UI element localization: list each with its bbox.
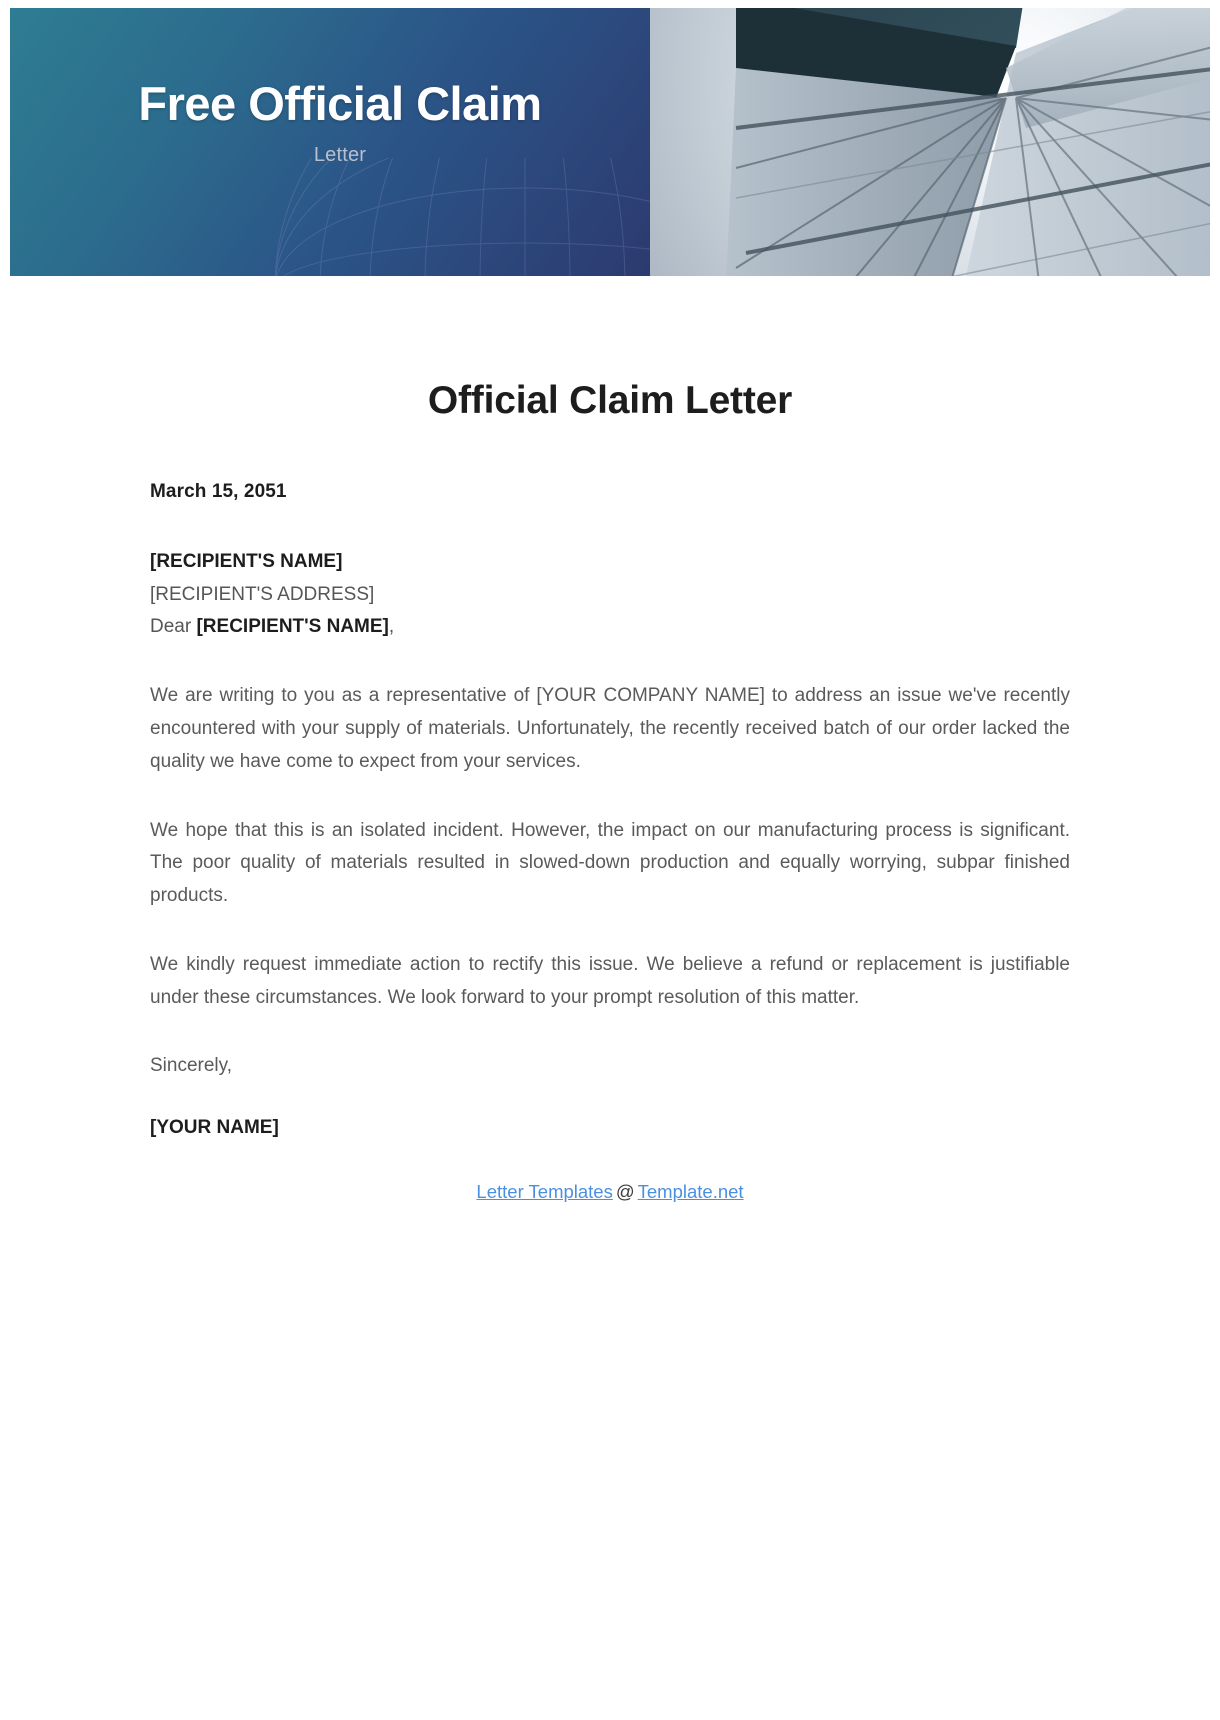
body-paragraph-1: We are writing to you as a representative of [YOUR COMPANY NAME] to address an issue we've recently encountered with your supply of materials. Unfortunately, the recently received batch of our order lacked the quality we have come to expect from your services. [150,685,1070,772]
body-paragraph-3: We kindly request immediate action to rectify this issue. We believe a refund or replacement is justifiable under these circumstances. We look forward to your prompt resolution of this matter. [150,954,1070,1009]
salutation-recipient-name: [RECIPIENT'S NAME] [196,616,389,638]
skyscraper-photo [650,8,1210,276]
recipient-block [150,546,1070,644]
banner-subtitle: Letter [313,144,367,166]
page-title: Official Claim Letter [427,379,793,422]
at-separator: @ [615,1180,635,1202]
salutation-suffix: , [388,616,395,638]
salutation-prefix: Dear [150,616,197,638]
signature-name: [YOUR NAME] [150,1116,279,1138]
body-paragraph-2: We hope that this is an isolated incident. However, the impact on our manufacturing process is significant. The poor quality of materials resulted in slowed-down production and equally worrying, subpar finished products. [150,819,1070,907]
letter-templates-link[interactable]: Letter Templates [476,1180,613,1202]
banner-photo-region [650,8,1210,276]
letter-content [150,423,1070,1203]
footer-attribution [150,1181,1070,1203]
banner-title: Free Official Claim [138,77,542,130]
letter-date: March 15, 2051 [150,481,287,502]
document-body [0,276,1220,1203]
template-net-link[interactable]: Template.net [637,1180,744,1202]
closing-line: Sincerely, [150,1054,233,1076]
recipient-name: [RECIPIENT'S NAME] [150,551,343,572]
header-banner [10,8,1210,276]
recipient-address: [RECIPIENT'S ADDRESS] [150,583,375,605]
salutation-line [150,611,1070,644]
